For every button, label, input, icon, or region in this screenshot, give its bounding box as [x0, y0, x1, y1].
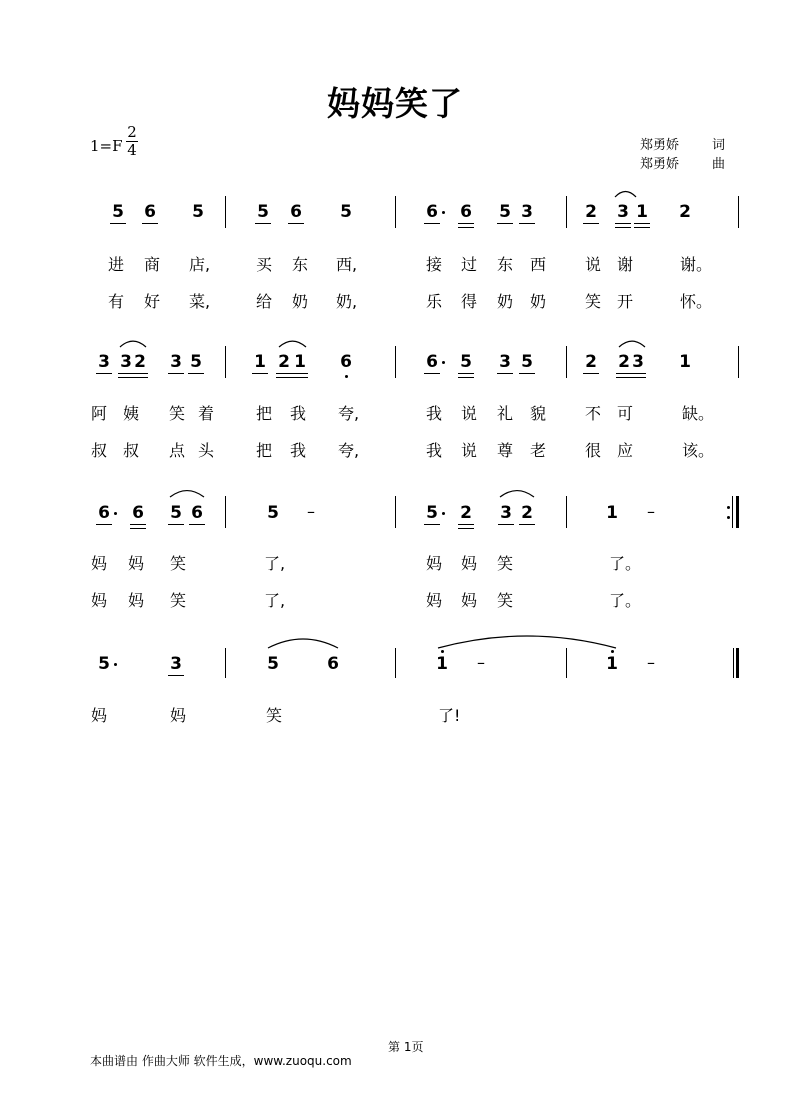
note-numeral: 2	[278, 352, 290, 372]
tie-slur	[438, 636, 616, 648]
lyric-syllable: 得	[460, 292, 477, 311]
note-numeral: 2	[460, 503, 472, 523]
note-numeral: 5	[426, 503, 438, 523]
tie-slur	[619, 341, 645, 347]
lyric-syllable: 很	[584, 441, 601, 460]
note-numeral: 6	[340, 352, 352, 372]
lyric-syllable: 妈	[425, 554, 442, 573]
lyric-syllable: 菜,	[189, 292, 211, 311]
lyric-syllable: 妈	[90, 706, 107, 725]
lyric-syllable: 妈	[460, 554, 477, 573]
lyric-syllable: 妈	[127, 591, 144, 610]
lyric-syllable: 妈	[425, 591, 442, 610]
tie-slur	[500, 491, 534, 497]
note-numeral: 3	[120, 352, 132, 372]
lyric-syllable: 了。	[609, 554, 642, 573]
song-title: 妈妈笑了	[327, 84, 463, 123]
note-numeral: 3	[521, 202, 533, 222]
lyric-syllable: 头	[197, 441, 214, 460]
lyricist-name: 郑勇娇	[640, 138, 680, 153]
key-signature: 1=F	[90, 137, 123, 155]
lyric-syllable: 笑	[169, 591, 186, 610]
lyric-syllable: 应	[616, 441, 633, 460]
lyric-syllable: 谢。	[680, 255, 713, 274]
note-numeral: 3	[98, 352, 110, 372]
lyric-syllable: 夸,	[338, 441, 360, 460]
note-numeral: 5	[499, 202, 511, 222]
note-numeral: 5	[98, 654, 110, 674]
lyric-syllable: 接	[425, 255, 442, 274]
note-numeral: 1	[679, 352, 691, 372]
lyric-syllable: 奶	[496, 292, 513, 311]
note-numeral: 3	[632, 352, 644, 372]
note-numeral: 5	[267, 503, 279, 523]
lyric-syllable: 妈	[90, 591, 107, 610]
tie-slur	[268, 639, 338, 648]
lyric-syllable: 不	[584, 404, 601, 423]
lyric-syllable: 笑	[169, 554, 186, 573]
tie-slur	[615, 192, 636, 198]
lyric-syllable: 缺。	[682, 404, 715, 423]
sustain-dash: –	[647, 653, 655, 672]
note-numeral: 1	[254, 352, 266, 372]
lyric-syllable: 我	[425, 441, 442, 460]
lyric-syllable: 东	[291, 255, 308, 274]
lyric-syllable: 谢	[616, 255, 633, 274]
lyric-syllable: 怀。	[680, 292, 713, 311]
page-number: 第 1页	[388, 1040, 424, 1054]
note-numeral: 2	[134, 352, 146, 372]
lyric-syllable: 妈	[460, 591, 477, 610]
lyric-syllable: 夸,	[338, 404, 360, 423]
lyric-syllable: 开	[616, 292, 633, 311]
note-numeral: 6	[191, 503, 203, 523]
lyric-syllable: 把	[255, 404, 272, 423]
lyric-syllable: 老	[529, 441, 546, 460]
lyric-syllable: 我	[289, 441, 306, 460]
lyric-syllable: 奶	[529, 292, 546, 311]
note-numeral: 5	[460, 352, 472, 372]
note-numeral: 5	[192, 202, 204, 222]
lyric-syllable: 把	[255, 441, 272, 460]
footer-credit: 本曲谱由 作曲大师 软件生成，www.zuoqu.com	[90, 1054, 352, 1068]
lyric-syllable: 有	[107, 292, 124, 311]
lyric-syllable: 尊	[496, 441, 513, 460]
note-numeral: 5	[112, 202, 124, 222]
lyric-syllable: 了,	[264, 591, 286, 610]
lyric-syllable: 过	[460, 255, 477, 274]
lyric-syllable: 妈	[169, 706, 186, 725]
lyric-syllable: 了!	[438, 706, 461, 725]
note-numeral: 6	[290, 202, 302, 222]
note-numeral: 6	[132, 503, 144, 523]
lyric-syllable: 奶,	[336, 292, 358, 311]
lyric-syllable: 买	[255, 255, 272, 274]
lyric-syllable: 该。	[682, 441, 715, 460]
lyric-syllable: 叔	[122, 441, 139, 460]
note-numeral: 2	[585, 352, 597, 372]
note-numeral: 3	[170, 654, 182, 674]
note-numeral: 3	[170, 352, 182, 372]
lyric-syllable: 给	[255, 292, 272, 311]
lyric-syllable: 妈	[90, 554, 107, 573]
note-numeral: 6	[144, 202, 156, 222]
note-numeral: 6	[426, 352, 438, 372]
note-numeral: 2	[618, 352, 630, 372]
note-numeral: 1	[436, 654, 448, 674]
lyric-syllable: 可	[616, 404, 633, 423]
lyricist-role: 词	[712, 138, 726, 153]
note-numeral: 5	[190, 352, 202, 372]
time-numerator: 2	[127, 123, 137, 141]
composer-name: 郑勇娇	[640, 157, 680, 172]
tie-slur	[170, 491, 204, 497]
lyric-syllable: 乐	[425, 292, 442, 311]
lyric-syllable: 笑	[496, 554, 513, 573]
lyric-syllable: 妈	[127, 554, 144, 573]
lyric-syllable: 说	[460, 441, 477, 460]
note-numeral: 2	[679, 202, 691, 222]
lyric-syllable: 着	[197, 404, 214, 423]
lyric-syllable: 姨	[122, 404, 139, 423]
composer-role: 曲	[712, 157, 726, 172]
note-numeral: 1	[606, 503, 618, 523]
lyric-syllable: 我	[289, 404, 306, 423]
lyric-syllable: 礼	[496, 404, 513, 423]
tie-slur	[279, 341, 306, 347]
note-numeral: 6	[327, 654, 339, 674]
lyric-syllable: 好	[143, 292, 160, 311]
lyric-syllable: 笑	[496, 591, 513, 610]
time-denominator: 4	[127, 141, 137, 159]
sustain-dash: –	[647, 502, 655, 521]
sustain-dash: –	[307, 502, 315, 521]
note-numeral: 1	[606, 654, 618, 674]
lyric-syllable: 笑	[265, 706, 282, 725]
note-numeral: 6	[460, 202, 472, 222]
note-numeral: 5	[340, 202, 352, 222]
note-numeral: 3	[500, 503, 512, 523]
note-numeral: 1	[636, 202, 648, 222]
lyric-syllable: 笑	[168, 404, 185, 423]
lyric-syllable: 了。	[609, 591, 642, 610]
tie-slur	[120, 341, 146, 347]
lyric-syllable: 说	[584, 255, 601, 274]
lyric-syllable: 笑	[584, 292, 601, 311]
note-numeral: 3	[617, 202, 629, 222]
note-numeral: 5	[521, 352, 533, 372]
note-numeral: 2	[585, 202, 597, 222]
lyric-syllable: 店,	[189, 255, 211, 274]
note-numeral: 6	[426, 202, 438, 222]
lyric-syllable: 商	[143, 255, 160, 274]
lyric-syllable: 西,	[336, 255, 358, 274]
sustain-dash: –	[477, 653, 485, 672]
lyric-syllable: 叔	[90, 441, 107, 460]
note-numeral: 1	[294, 352, 306, 372]
lyric-syllable: 阿	[90, 404, 107, 423]
note-numeral: 6	[98, 503, 110, 523]
lyric-syllable: 点	[168, 441, 185, 460]
lyric-syllable: 奶	[291, 292, 308, 311]
note-numeral: 5	[267, 654, 279, 674]
lyric-syllable: 了,	[264, 554, 286, 573]
note-numeral: 3	[499, 352, 511, 372]
note-numeral: 5	[170, 503, 182, 523]
note-numeral: 2	[521, 503, 533, 523]
lyric-syllable: 东	[496, 255, 513, 274]
lyric-syllable: 说	[460, 404, 477, 423]
lyric-syllable: 貌	[529, 404, 546, 423]
lyric-syllable: 西	[529, 255, 546, 274]
lyric-syllable: 进	[107, 255, 124, 274]
note-numeral: 5	[257, 202, 269, 222]
lyric-syllable: 我	[425, 404, 442, 423]
